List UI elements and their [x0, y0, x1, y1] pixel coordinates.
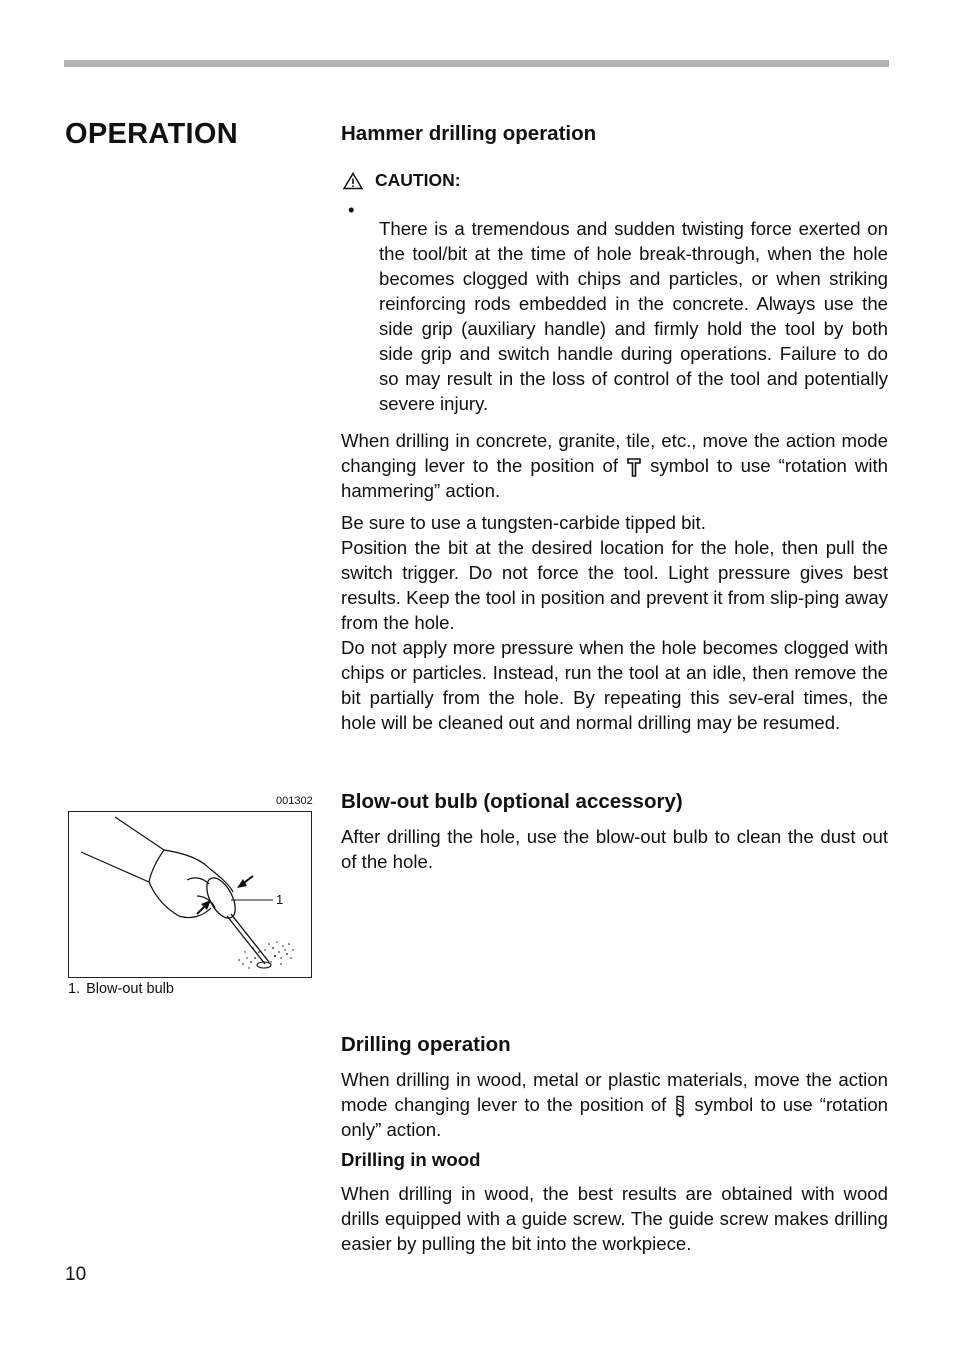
- hammer-paragraph-1: [341, 428, 888, 503]
- hammer-para2-line3: Do not apply more pressure when the hole becomes clogged with chips or particles. Instead, run the tool at an idle, then remove the bit partially from the hole. By repeating this sev-eral times, the hole will be cleaned out and normal drilling may be resumed.: [341, 637, 888, 733]
- drilling-para-after: symbol to use “rotation only” action.: [341, 1094, 889, 1141]
- drill-mode-icon: [674, 1095, 686, 1117]
- header-rule: [64, 60, 889, 67]
- caution-bullet: [348, 197, 888, 434]
- hammer-drilling-heading: Hammer drilling operation: [341, 122, 597, 145]
- hammer-mode-icon: [626, 456, 642, 478]
- figure-code: 001302: [276, 795, 313, 807]
- page-number: 10: [65, 1264, 87, 1285]
- blowout-heading: Blow-out bulb (optional accessory): [341, 790, 683, 813]
- hammer-para1-before: When drilling in concrete, granite, tile, etc., move the action mode changing lever to the position of: [341, 430, 888, 476]
- figure-caption: [68, 981, 174, 997]
- caution-bullet-text: There is a tremendous and sudden twisting force exerted on the tool/bit at the time of hole break-through, when the hole becomes clogged with chips and particles, or when striking reinforcing rods embedded in the concrete. Always use the side grip (auxiliary handle) and firmly hold the tool by both side grip and switch handle during operations. Failure to do so may result in the loss of control of the tool and potentially severe injury.: [379, 217, 888, 414]
- caution-text: CAUTION:: [375, 170, 461, 190]
- blowout-paragraph: After drilling the hole, use the blow-out bulb to clean the dust out of the hole.: [341, 826, 888, 872]
- blowout-bulb-illustration: [69, 812, 312, 978]
- warning-triangle-icon: [343, 172, 363, 190]
- caution-label: [343, 170, 461, 191]
- drilling-para-before: When drilling in wood, metal or plastic materials, move the action mode changing lever to the position of: [341, 1069, 888, 1115]
- caption-number: 1.: [68, 981, 81, 997]
- drilling-paragraph: [341, 1067, 888, 1142]
- hammer-para2-line2: Position the bit at the desired location for the hole, then pull the switch trigger. Do not force the tool. Light pressure gives best results. Keep the tool in position and prevent it from slip-ping away from the hole.: [341, 537, 888, 633]
- section-title: OPERATION: [65, 118, 238, 150]
- hammer-paragraph-2: [341, 510, 888, 735]
- drilling-wood-paragraph: When drilling in wood, the best results are obtained with wood drills equipped with a guide screw. The guide screw makes drilling easier by pulling the bit into the workpiece.: [341, 1183, 888, 1254]
- hammer-para1-after: symbol to use “rotation with hammering” action.: [341, 455, 888, 502]
- drilling-heading: Drilling operation: [341, 1033, 511, 1056]
- hammer-para2-line1: Be sure to use a tungsten-carbide tipped bit.: [341, 512, 706, 533]
- drilling-in-wood-heading: Drilling in wood: [341, 1149, 481, 1170]
- callout-number: 1: [276, 892, 284, 907]
- blowout-figure: [68, 811, 312, 978]
- bullet-dot: •: [348, 199, 355, 220]
- caption-text: Blow-out bulb: [86, 981, 174, 997]
